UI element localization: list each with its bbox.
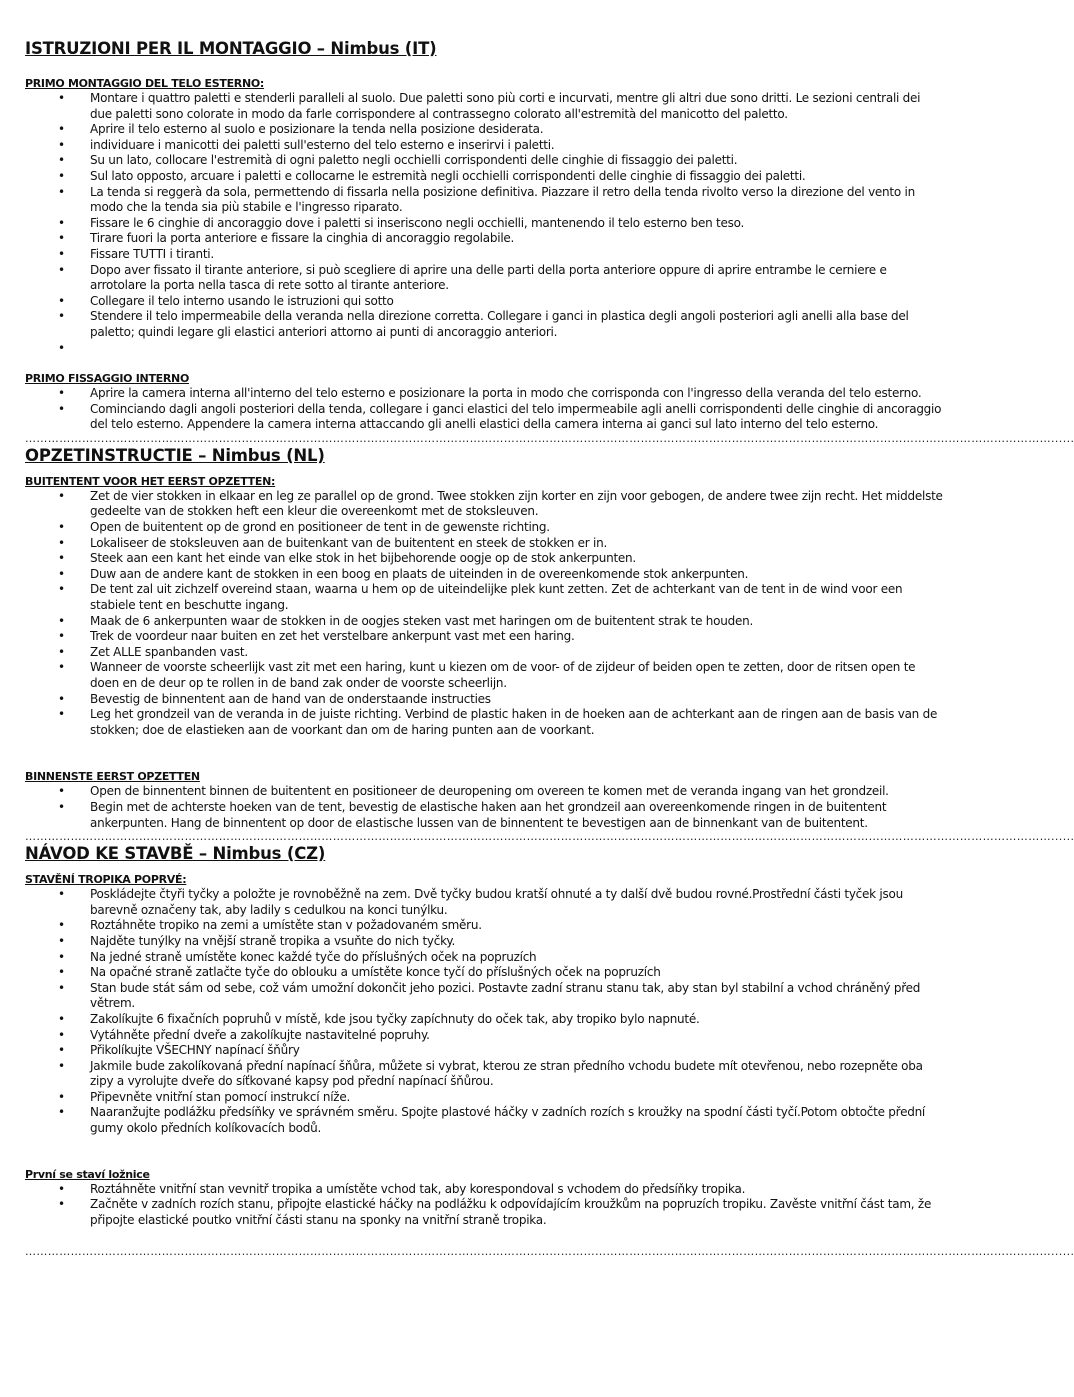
list-item: • Zakolíkujte 6 fixačních popruhů v místě, kde jsou tyčky zapíchnuty do oček tak, aby tropiko bylo napnuté.: [25, 1012, 945, 1028]
list-item: • Začněte v zadních rozích stanu, připojte elastické háčky na podlážku k odpovídajícím kroužkům na popruzích tropiku. Zavěste vnitřní část tam, že připojte elastické poutko vnitřní části stanu na sponky na vnitřní straně tropika.: [25, 1197, 945, 1228]
list-it-inner: [25, 386, 945, 433]
subsection-heading-cz-inner: První se staví ložnice: [25, 1167, 150, 1181]
list-item: • Stendere il telo impermeabile della veranda nella direzione corretta. Collegare i ganci in plastica degli angoli posteriori agli anelli alla base del paletto; quindi legare gli elastici anteriori attorno ai punti di ancoraggio anteriori.: [25, 309, 945, 340]
list-cz-inner: [25, 1182, 945, 1229]
list-item: • Sul lato opposto, arcuare i paletti e collocarne le estremità negli occhielli corrispondenti delle cinghie di fissaggio dei paletti.: [25, 169, 945, 185]
list-item: • Najděte tunýlky na vnější straně tropika a vsuňte do nich tyčky.: [25, 934, 945, 950]
list-it-outer: [25, 91, 945, 356]
list-item: • De tent zal uit zichzelf overeind staan, waarna u hem op de uiteindelijke plek kunt zetten. Zet de achterkant van de tent in de wind voor een stabiele tent en beschutte ingang.: [25, 582, 945, 613]
list-item: • Aprire il telo esterno al suolo e posizionare la tenda nella posizione desiderata.: [25, 122, 945, 138]
list-item: • individuare i manicotti dei paletti sull'esterno del telo esterno e inserirvi i paletti.: [25, 138, 945, 154]
list-item: • Open de binnentent binnen de buitentent en positioneer de deuropening om overeen te komen met de veranda ingang van het grondzeil.: [25, 784, 945, 800]
list-item: • Trek de voordeur naar buiten en zet het verstelbare ankerpunt vast met een haring.: [25, 629, 945, 645]
list-item: • Zet de vier stokken in elkaar en leg ze parallel op de grond. Twee stokken zijn korter en zijn voor gebogen, de andere twee zijn recht. Het middelste gedeelte van de stokken heft een kleur die overeenkomt met de stoksleuven.: [25, 489, 945, 520]
list-item: • Aprire la camera interna all'interno del telo esterno e posizionare la porta in modo che corrisponda con l'ingresso della veranda del telo esterno.: [25, 386, 945, 402]
list-item: • Leg het grondzeil van de veranda in de juiste richting. Verbind de plastic haken in de hoeken aan de achterkant aan de ringen aan de basis van de stokken; doe de elastieken aan de voorkant dan om de haring punten aan de voorkant.: [25, 707, 945, 738]
list-item: • Roztáhněte vnitřní stan vevnitř tropika a umístěte vchod tak, aby korespondoval s vchodem do předsíňky tropika.: [25, 1182, 945, 1198]
list-nl-outer: [25, 489, 945, 739]
list-item: • Fissare TUTTI i tiranti.: [25, 247, 945, 263]
list-cz-outer: [25, 887, 945, 1137]
list-item: • Dopo aver fissato il tirante anteriore, si può scegliere di aprire una delle parti della porta anteriore oppure di aprire entrambe le cerniere e arrotolare la porta nella tasca di rete sotto al tirante anteriore.: [25, 263, 945, 294]
list-item: • Na jedné straně umístěte konec každé tyče do příslušných oček na popruzích: [25, 950, 945, 966]
list-item: • Naaranžujte podlážku předsíňky ve správném směru. Spojte plastové háčky v zadních rozích s kroužky na spodní části tyčí.Potom obtočte přední gumy okolo předních kolíkovacích bodů.: [25, 1105, 945, 1136]
list-item: • Tirare fuori la porta anteriore e fissare la cinghia di ancoraggio regolabile.: [25, 231, 945, 247]
instruction-document: [25, 38, 1074, 1259]
list-item: • Připevněte vnitřní stan pomocí instrukcí níže.: [25, 1090, 945, 1106]
list-item: • Su un lato, collocare l'estremità di ogni paletto negli occhielli corrispondenti delle cinghie di fissaggio dei paletti.: [25, 153, 945, 169]
subsection-heading-it-inner: PRIMO FISSAGGIO INTERNO: [25, 372, 189, 386]
separator: ………………………………………………………………………………………………………………………………………………………………………………………………………………………………………………......: [25, 1245, 1074, 1259]
list-nl-inner: [25, 784, 945, 831]
separator: ………………………………………………………………………………………………………………………………………………………………………………………………………………………………………………......: [25, 830, 1074, 844]
subsection-heading-cz-outer: STAVĚNÍ TROPIKA POPRVÉ:: [25, 873, 187, 887]
subsection-heading-it-outer: PRIMO MONTAGGIO DEL TELO ESTERNO:: [25, 77, 265, 90]
list-item: • Open de buitentent op de grond en positioneer de tent in de gewenste richting.: [25, 520, 945, 536]
list-item: • Montare i quattro paletti e stenderli paralleli al suolo. Due paletti sono più corti e incurvati, mentre gli altri due sono dritti. Le sezioni centrali dei due paletti sono colorate in modo da farle corrispondere al contrassegno colorato all'estremità del manicotto del paletto.: [25, 91, 945, 122]
list-item-empty: [25, 341, 945, 357]
section-title-nl: OPZETINSTRUCTIE – Nimbus (NL): [25, 445, 325, 465]
list-item: • Steek aan een kant het einde van elke stok in het bijbehorende oogje op de stok ankerpunten.: [25, 551, 945, 567]
list-item: • Na opačné straně zatlačte tyče do oblouku a umístěte konce tyčí do příslušných oček na popruzích: [25, 965, 945, 981]
subsection-heading-nl-inner: BINNENSTE EERST OPZETTEN: [25, 770, 200, 784]
list-item: • Jakmile bude zakolíkovaná přední napínací šňůra, můžete si vybrat, kterou ze stran předního vchodu budete mít otevřenou, nebo rozepněte oba zipy a vyrolujte dveře do síťkované kapsy pod přední napínací šňůrou.: [25, 1059, 945, 1090]
list-item: • Přikolíkujte VŠECHNY napínací šňůry: [25, 1043, 945, 1059]
list-item: • La tenda si reggerà da sola, permettendo di fissarla nella posizione definitiva. Piazzare il retro della tenda rivolto verso la direzione del vento in modo che la tenda sia più stabile e l'ingresso riparato.: [25, 185, 945, 216]
list-item: • Lokaliseer de stoksleuven aan de buitenkant van de buitentent en steek de stokken er in.: [25, 536, 945, 552]
section-title-it: ISTRUZIONI PER IL MONTAGGIO – Nimbus (IT): [25, 39, 437, 58]
list-item: • Stan bude stát sám od sebe, což vám umožní dokončit jeho pozici. Postavte zadní stranu stanu tak, aby stan byl stabilní a vchod chráněný před větrem.: [25, 981, 945, 1012]
list-item: • Duw aan de andere kant de stokken in een boog en plaats de uiteinden in de overeenkomende stok ankerpunten.: [25, 567, 945, 583]
list-item: • Zet ALLE spanbanden vast.: [25, 645, 945, 661]
separator: ………………………………………………………………………………………………………………………………………………………………………………………………………………………………………………......: [25, 431, 1074, 445]
section-title-cz: NÁVOD KE STAVBĚ – Nimbus (CZ): [25, 844, 326, 864]
list-item: • Maak de 6 ankerpunten waar de stokken in de oogjes steken vast met haringen om de buitentent strak te houden.: [25, 614, 945, 630]
list-item: • Bevestig de binnentent aan de hand van de onderstaande instructies: [25, 692, 945, 708]
subsection-heading-nl-outer: BUITENTENT VOOR HET EERST OPZETTEN:: [25, 474, 276, 488]
list-item: • Roztáhněte tropiko na zemi a umístěte stan v požadovaném směru.: [25, 918, 945, 934]
list-item: • Fissare le 6 cinghie di ancoraggio dove i paletti si inseriscono negli occhielli, mantenendo il telo esterno ben teso.: [25, 216, 945, 232]
list-item: • Poskládejte čtyři tyčky a položte je rovnoběžně na zem. Dvě tyčky budou kratší ohnuté a ty další dvě budou rovné.Prostřední části tyček jsou barevně označeny tak, aby ladily s cedulkou na konci tunýlku.: [25, 887, 945, 918]
list-item: • Cominciando dagli angoli posteriori della tenda, collegare i ganci elastici del telo impermeabile agli anelli corrispondenti delle cinghie di ancoraggio del telo esterno. Appendere la camera interna attaccando gli anelli elastici della camera interna ai ganci sul lato interno del telo esterno.: [25, 402, 945, 433]
list-item: • Begin met de achterste hoeken van de tent, bevestig de elastische haken aan het grondzeil aan overeenkomende ringen in de buitentent ankerpunten. Hang de binnentent op door de elastische lussen van de binnentent te bevestigen aan de binnenkant van de buitentent.: [25, 800, 945, 831]
list-item: • Vytáhněte přední dveře a zakolíkujte nastavitelné popruhy.: [25, 1028, 945, 1044]
list-item: • Collegare il telo interno usando le istruzioni qui sotto: [25, 294, 945, 310]
list-item: • Wanneer de voorste scheerlijk vast zit met een haring, kunt u kiezen om de voor- of de zijdeur of beiden open te zetten, door de ritsen open te doen en de deur op te rollen in de band zak onder de voorste scheerlijn.: [25, 660, 945, 691]
